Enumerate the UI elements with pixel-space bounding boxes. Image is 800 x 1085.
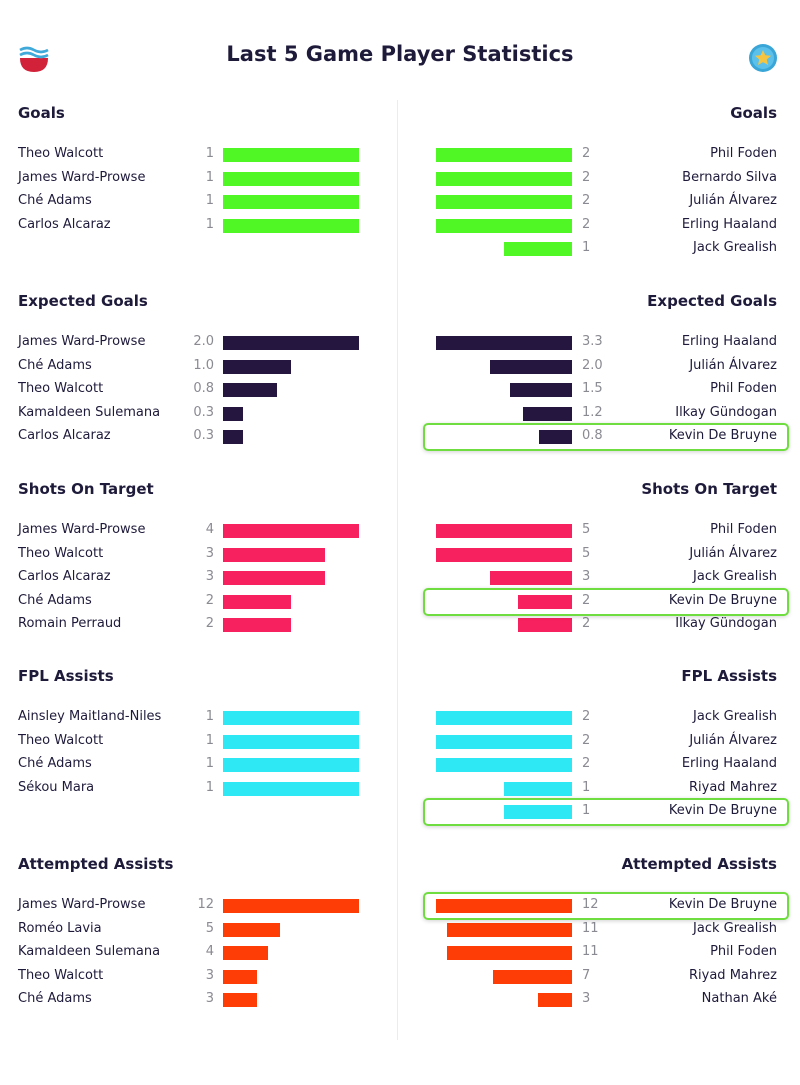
player-name: Kevin De Bruyne xyxy=(668,803,777,818)
stat-bar xyxy=(223,172,359,186)
stat-value: 2 xyxy=(582,146,591,161)
player-name: Carlos Alcaraz xyxy=(18,216,111,232)
player-name: Ché Adams xyxy=(18,991,92,1006)
player-name: Julián Álvarez xyxy=(689,193,777,208)
stat-value: 11 xyxy=(582,920,599,936)
stat-value: 1 xyxy=(205,732,214,748)
player-name: James Ward-Prowse xyxy=(18,334,146,349)
stat-bar xyxy=(523,407,572,421)
stat-value: 1 xyxy=(582,240,591,255)
stat-value: 2 xyxy=(205,616,214,631)
section-title-right: Attempted Assists xyxy=(621,855,777,873)
player-name: Theo Walcott xyxy=(18,967,104,983)
stat-bar xyxy=(223,571,325,585)
player-name: Theo Walcott xyxy=(18,381,104,396)
stat-bar xyxy=(223,711,359,725)
stat-value: 2 xyxy=(582,756,591,771)
stat-value: 3.3 xyxy=(582,334,603,349)
stat-bar xyxy=(223,524,359,538)
stat-bar xyxy=(436,548,572,562)
stat-value: 1 xyxy=(205,216,214,232)
stat-bar xyxy=(447,946,572,960)
player-name: Riyad Mahrez xyxy=(689,967,777,983)
stat-value: 5 xyxy=(205,920,214,936)
stat-value: 5 xyxy=(582,545,591,561)
stat-value: 0.8 xyxy=(582,428,603,443)
stat-bar xyxy=(223,595,291,609)
stat-value: 1 xyxy=(582,803,591,818)
stat-value: 0.3 xyxy=(193,428,214,443)
stat-value: 1 xyxy=(205,146,214,161)
player-name: Ilkay Gündogan xyxy=(675,404,777,420)
player-name: Phil Foden xyxy=(710,146,777,161)
stat-value: 1 xyxy=(582,779,591,795)
stat-bar xyxy=(223,758,359,772)
stat-value: 4 xyxy=(205,944,214,959)
stat-value: 7 xyxy=(582,967,591,983)
stat-section xyxy=(0,292,800,462)
player-name: Kevin De Bruyne xyxy=(668,897,777,912)
player-name: Theo Walcott xyxy=(18,146,104,161)
stat-value: 3 xyxy=(205,569,214,584)
player-name: Romain Perraud xyxy=(18,616,122,631)
stat-bar xyxy=(223,360,291,374)
stat-value: 1.0 xyxy=(193,357,214,373)
stat-bar xyxy=(490,571,572,585)
stat-bar xyxy=(223,899,359,913)
stat-value: 3 xyxy=(205,991,214,1006)
player-name: Theo Walcott xyxy=(18,732,104,748)
stat-bar xyxy=(223,407,243,421)
player-name: Kevin De Bruyne xyxy=(668,428,777,443)
section-title-left: Expected Goals xyxy=(18,292,148,310)
section-title-left: FPL Assists xyxy=(18,667,114,685)
player-name: Bernardo Silva xyxy=(682,169,777,185)
player-name: Phil Foden xyxy=(710,522,777,537)
stat-bar xyxy=(223,993,257,1007)
stat-value: 2 xyxy=(582,709,591,724)
stat-bar xyxy=(539,430,572,444)
player-name: Roméo Lavia xyxy=(18,920,102,936)
player-name: Theo Walcott xyxy=(18,545,104,561)
player-name: Carlos Alcaraz xyxy=(18,569,111,584)
stat-bar xyxy=(504,805,572,819)
stat-value: 1.5 xyxy=(582,381,603,396)
player-name: Sékou Mara xyxy=(18,779,95,795)
stat-bar xyxy=(510,383,572,397)
player-name: Ilkay Gündogan xyxy=(675,616,777,631)
section-title-left: Attempted Assists xyxy=(18,855,174,873)
stat-bar xyxy=(490,360,572,374)
page-title: Last 5 Game Player Statistics xyxy=(226,42,574,66)
stat-value: 3 xyxy=(582,991,591,1006)
stat-section xyxy=(0,480,800,650)
player-name: Jack Grealish xyxy=(693,920,777,936)
stat-value: 1 xyxy=(205,169,214,185)
stat-value: 12 xyxy=(197,897,214,912)
player-name: Jack Grealish xyxy=(693,240,777,255)
stat-bar xyxy=(436,336,572,350)
player-name: Julián Álvarez xyxy=(689,545,777,561)
stat-bar xyxy=(436,899,572,913)
stat-bar xyxy=(518,618,572,632)
stat-value: 2.0 xyxy=(193,334,214,349)
stat-bar xyxy=(436,758,572,772)
player-name: Kevin De Bruyne xyxy=(668,592,777,608)
stat-value: 3 xyxy=(582,569,591,584)
stat-bar xyxy=(436,172,572,186)
player-name: Kamaldeen Sulemana xyxy=(18,404,161,420)
section-title-right: Expected Goals xyxy=(647,292,777,310)
player-name: James Ward-Prowse xyxy=(18,897,146,912)
section-title-left: Shots On Target xyxy=(18,480,154,498)
stat-value: 2 xyxy=(205,592,214,608)
stat-bar xyxy=(223,782,359,796)
player-name: Erling Haaland xyxy=(681,216,777,232)
stat-bar xyxy=(436,524,572,538)
player-name: Erling Haaland xyxy=(681,334,777,349)
stat-bar xyxy=(436,195,572,209)
stat-value: 1 xyxy=(205,756,214,771)
stat-value: 12 xyxy=(582,897,599,912)
stat-bar xyxy=(223,336,359,350)
stat-bar xyxy=(538,993,572,1007)
stat-value: 2 xyxy=(582,616,591,631)
stat-value: 4 xyxy=(205,522,214,537)
section-title-left: Goals xyxy=(18,104,65,122)
stat-bar xyxy=(504,242,572,256)
stat-bar xyxy=(223,430,243,444)
stat-bar xyxy=(223,148,359,162)
player-name: James Ward-Prowse xyxy=(18,169,146,185)
stat-section xyxy=(0,104,800,274)
stat-value: 2 xyxy=(582,169,591,185)
player-name: Erling Haaland xyxy=(681,756,777,771)
section-title-right: Shots On Target xyxy=(641,480,777,498)
stat-value: 0.3 xyxy=(193,404,214,420)
stat-bar xyxy=(223,946,268,960)
stat-value: 2 xyxy=(582,216,591,232)
stat-value: 11 xyxy=(582,944,599,959)
stat-bar xyxy=(223,548,325,562)
stat-value: 3 xyxy=(205,967,214,983)
stat-bar xyxy=(223,735,359,749)
player-name: Nathan Aké xyxy=(701,991,777,1006)
player-name: Ché Adams xyxy=(18,193,92,208)
player-name: Carlos Alcaraz xyxy=(18,428,111,443)
stat-bar xyxy=(436,219,572,233)
stat-value: 1 xyxy=(205,709,214,724)
stat-section xyxy=(0,855,800,1025)
stat-value: 1 xyxy=(205,779,214,795)
stat-value: 5 xyxy=(582,522,591,537)
player-name: Jack Grealish xyxy=(693,569,777,584)
stat-value: 2.0 xyxy=(582,357,603,373)
player-name: Kamaldeen Sulemana xyxy=(18,944,161,959)
stat-bar xyxy=(436,148,572,162)
stat-value: 3 xyxy=(205,545,214,561)
section-title-right: Goals xyxy=(730,104,777,122)
stat-bar xyxy=(223,923,280,937)
player-name: Julián Álvarez xyxy=(689,357,777,373)
stat-value: 1.2 xyxy=(582,404,603,420)
stat-bar xyxy=(436,711,572,725)
stat-bar xyxy=(223,195,359,209)
player-name: Ché Adams xyxy=(18,357,92,373)
stat-bar xyxy=(223,970,257,984)
stat-bar xyxy=(223,219,359,233)
stat-value: 0.8 xyxy=(193,381,214,396)
stat-bar xyxy=(223,383,277,397)
player-name: Riyad Mahrez xyxy=(689,779,777,795)
player-name: Ché Adams xyxy=(18,592,92,608)
stat-bar xyxy=(223,618,291,632)
stat-bar xyxy=(504,782,572,796)
stat-value: 2 xyxy=(582,592,591,608)
stat-section xyxy=(0,667,800,837)
player-name: Phil Foden xyxy=(710,944,777,959)
player-name: Julián Álvarez xyxy=(689,732,777,748)
stat-bar xyxy=(447,923,572,937)
stat-bar xyxy=(518,595,572,609)
player-name: Ché Adams xyxy=(18,756,92,771)
stat-bar xyxy=(436,735,572,749)
stat-value: 2 xyxy=(582,732,591,748)
player-name: Ainsley Maitland-Niles xyxy=(18,709,162,724)
player-name: Jack Grealish xyxy=(693,709,777,724)
player-name: Phil Foden xyxy=(710,381,777,396)
section-title-right: FPL Assists xyxy=(681,667,777,685)
star-crest-icon xyxy=(748,43,778,73)
stat-value: 2 xyxy=(582,193,591,208)
player-name: James Ward-Prowse xyxy=(18,522,146,537)
stat-value: 1 xyxy=(205,193,214,208)
stat-bar xyxy=(493,970,572,984)
